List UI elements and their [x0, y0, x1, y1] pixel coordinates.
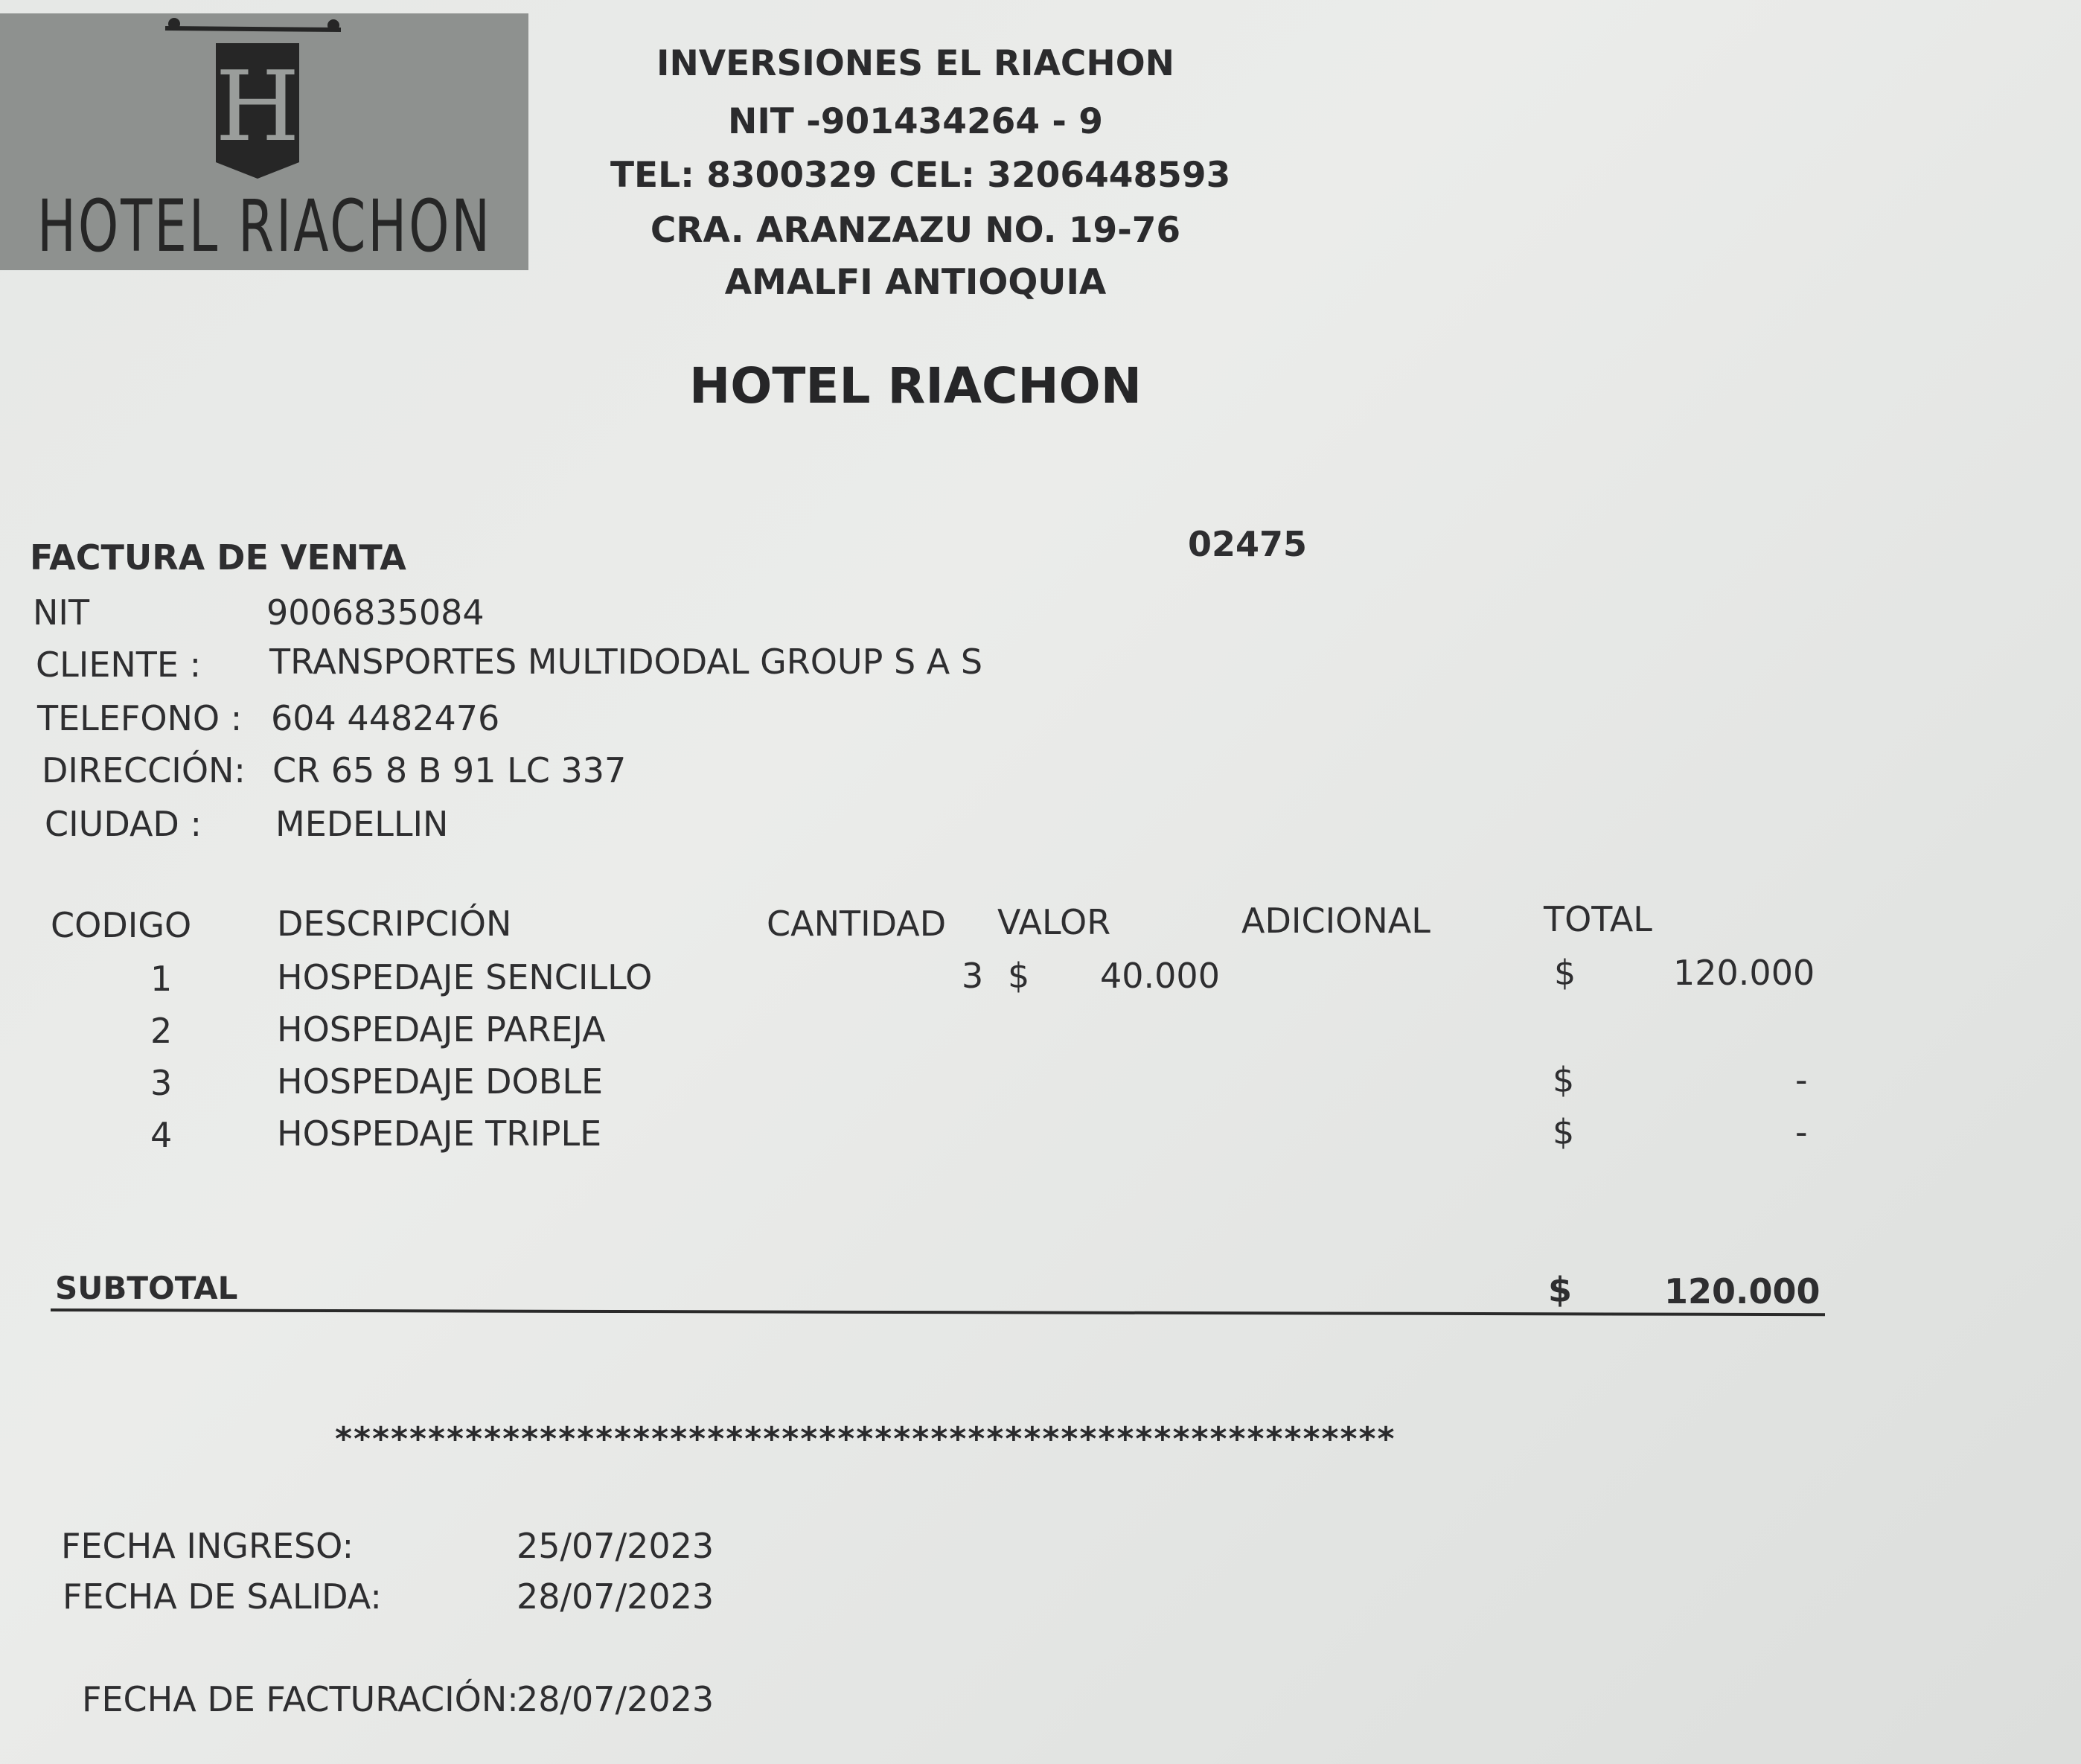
fecha-salida-label: FECHA DE SALIDA: [63, 1576, 382, 1617]
star-separator: ********************************************************* [335, 1420, 1396, 1458]
row-1-cantidad: 3 [962, 956, 984, 996]
col-header-valor: VALOR [997, 902, 1111, 942]
page-title: HOTEL RIACHON [689, 357, 1142, 415]
row-2-descripcion: HOSPEDAJE PAREJA [277, 1009, 606, 1049]
row-1-total-currency: $ [1554, 953, 1576, 993]
company-city: AMALFI ANTIOQUIA [724, 262, 1107, 303]
direccion-value: CR 65 8 B 91 LC 337 [272, 750, 627, 790]
row-2-codigo: 2 [150, 1011, 173, 1051]
row-1-total: 120.000 [1673, 953, 1815, 993]
row-1-descripcion: HOSPEDAJE SENCILLO [277, 957, 653, 997]
invoice-number: 02475 [1188, 524, 1308, 564]
fecha-ingreso-label: FECHA INGRESO: [61, 1526, 354, 1566]
hotel-logo [0, 13, 528, 270]
row-3-total-currency: $ [1553, 1060, 1575, 1100]
col-header-adicional: ADICIONAL [1241, 901, 1431, 941]
col-header-total: TOTAL [1544, 899, 1652, 939]
fecha-ingreso-value: 25/07/2023 [517, 1526, 715, 1566]
row-3-total: - [1795, 1060, 1808, 1100]
telefono-label: TELEFONO : [37, 698, 243, 738]
company-name: INVERSIONES EL RIACHON [656, 43, 1175, 84]
row-1-valor-currency: $ [1008, 956, 1030, 996]
nit-value: 9006835084 [266, 592, 485, 633]
fecha-salida-value: 28/07/2023 [517, 1576, 715, 1617]
subtotal-value: 120.000 [1664, 1271, 1821, 1311]
row-4-total-currency: $ [1553, 1112, 1575, 1152]
fecha-facturacion-value: 28/07/2023 [517, 1679, 715, 1719]
nit-label: NIT [33, 592, 90, 633]
subtotal-currency: $ [1548, 1270, 1573, 1310]
invoice-label: FACTURA DE VENTA [30, 537, 406, 578]
telefono-value: 604 4482476 [271, 698, 500, 738]
company-nit: NIT -901434264 - 9 [727, 101, 1103, 142]
row-3-descripcion: HOSPEDAJE DOBLE [277, 1061, 604, 1102]
fecha-facturacion-label: FECHA DE FACTURACIÓN: [82, 1679, 519, 1719]
subtotal-label: SUBTOTAL [55, 1270, 238, 1306]
col-header-descripcion: DESCRIPCIÓN [277, 904, 512, 944]
col-header-cantidad: CANTIDAD [767, 904, 947, 944]
row-4-descripcion: HOSPEDAJE TRIPLE [277, 1113, 602, 1154]
svg-text:H: H [215, 50, 300, 163]
row-1-codigo: 1 [150, 959, 173, 999]
company-phones: TEL: 8300329 CEL: 3206448593 [610, 155, 1231, 196]
col-header-codigo: CODIGO [51, 905, 192, 945]
ciudad-label: CIUDAD : [45, 804, 202, 844]
row-4-codigo: 4 [150, 1115, 173, 1155]
company-address: CRA. ARANZAZU NO. 19-76 [650, 210, 1181, 251]
row-3-codigo: 3 [150, 1063, 173, 1103]
logo-text: HOTEL RIACHON [37, 185, 493, 268]
row-4-total: - [1795, 1112, 1808, 1152]
ciudad-value: MEDELLIN [275, 804, 449, 844]
direccion-label: DIRECCIÓN: [42, 750, 246, 790]
row-1-valor: 40.000 [1100, 956, 1220, 996]
cliente-value: TRANSPORTES MULTIDODAL GROUP S A S [269, 642, 983, 682]
cliente-label: CLIENTE : [36, 645, 202, 685]
